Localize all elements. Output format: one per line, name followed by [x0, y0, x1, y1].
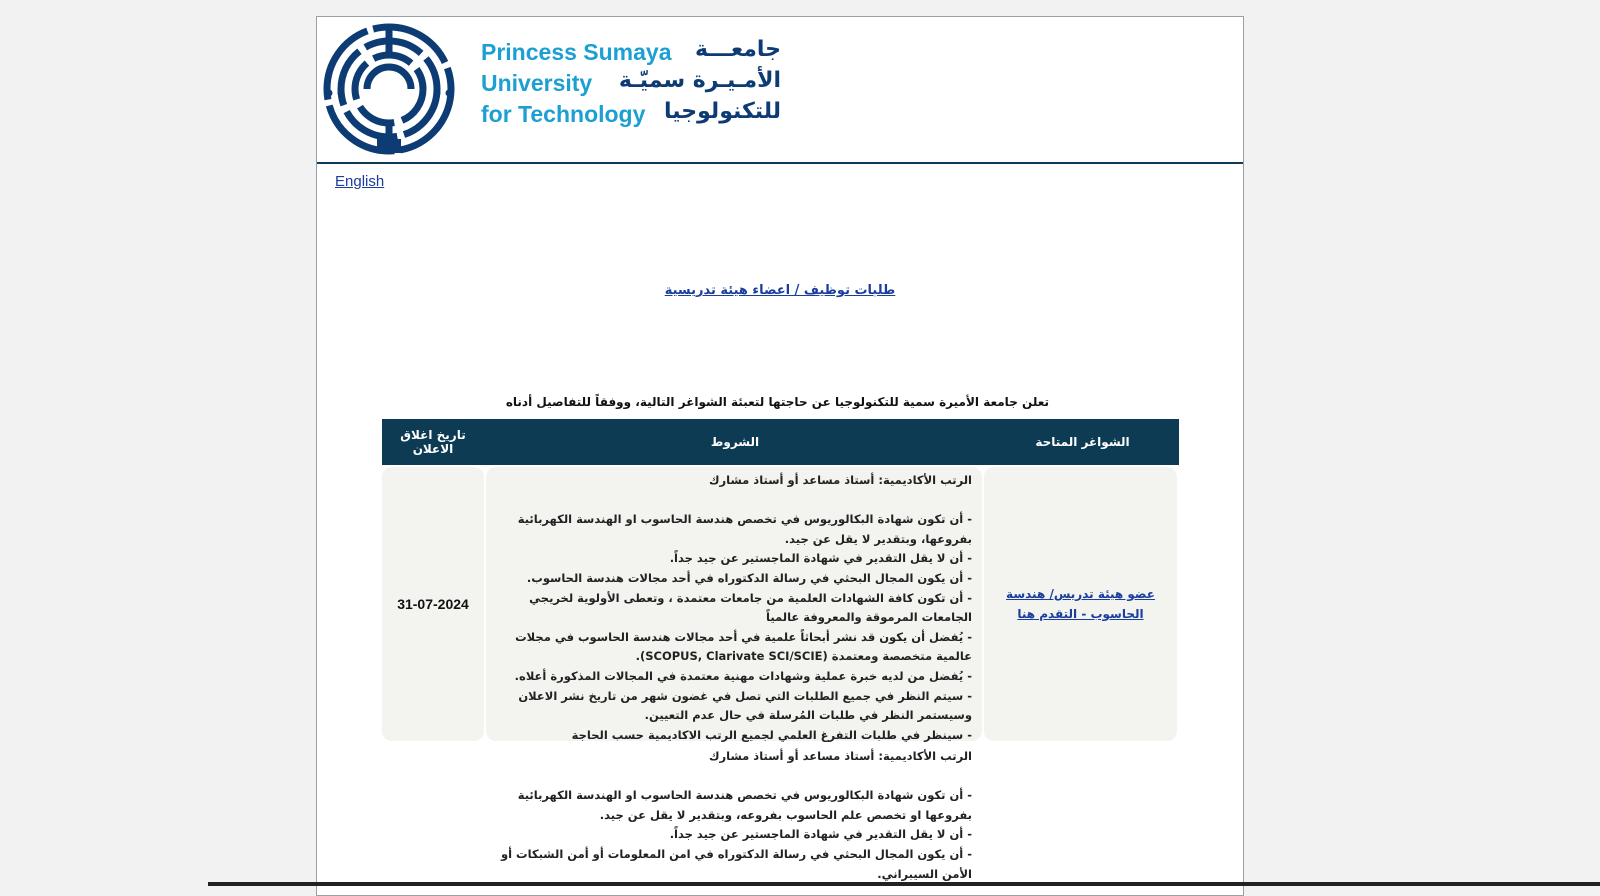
condition-item: - أن لا يقل التقدير في شهادة الماجستير عن جيد جداً. — [669, 551, 972, 566]
logo-en-line-1: Princess Sumaya — [481, 39, 672, 65]
closing-date: 31-07-2024 — [397, 596, 469, 612]
rank-text: الرتب الأكاديمية: أستاذ مساعد أو أستاذ مشارك — [709, 749, 972, 763]
condition-item: - أن يكون المجال البحثي في رسالة الدكتوراه في امن المعلومات أو أمن الشبكات أو الأمن السيبراني. — [500, 846, 972, 881]
faculty-jobs-link[interactable]: طلبات توظيف / اعضاء هيئة تدريسية — [664, 283, 896, 298]
intro-text: تعلن جامعة الأميرة سمية للتكنولوجيا عن حاجتها لتعبئة الشواغر التالية، ووفقاً للتفاصيل أدناه — [505, 395, 1049, 409]
condition-item: - سينظر في طلبات التفرغ العلمي لجميع الرتب الاكاديمية حسب الحاجة — [571, 727, 972, 742]
rank-text: الرتب الأكاديمية: أستاذ مساعد أو أستاذ مشارك — [709, 473, 972, 487]
header-conditions: الشروط — [710, 435, 760, 449]
condition-item: - أن تكون كافة الشهادات العلمية من جامعات معتمدة ، وتعطى الأولوية لخريجي الجامعات المرموقة والمعروفة عالمياً — [529, 590, 972, 625]
condition-item: - سيتم النظر في جميع الطلبات التي تصل في غضون شهر من تاريخ نشر الاعلان وسيستمر النظر في طلبات المُرسلة في حال عدم التعيين. — [518, 688, 972, 723]
condition-item: - أن تكون شهادة البكالوريوس في تخصص هندسة الحاسوب او الهندسة الكهربائية بفروعها او تخصص علم الحاسوب بفروعه، وبتقدير لا يقل عن جيد. — [517, 788, 972, 822]
apply-computer-engineering-link[interactable]: عضو هيئة تدريس/ هندسة الحاسوب - التقدم هنا — [1006, 587, 1155, 621]
logo-en-line-2: University — [481, 70, 593, 96]
condition-item: - أن يكون المجال البحثي في رسالة الدكتوراه في أحد مجالات هندسة الحاسوب. — [526, 570, 972, 585]
condition-item: - يُفضل أن يكون قد نشر أبحاثاً علمية في أحد مجالات هندسة الحاسوب في مجلات عالمية متخصصة ومعتمدة (SCOPUS, Clarivate SCI/SCIE). — [515, 629, 972, 664]
job-cell — [984, 743, 1177, 893]
conditions-cell — [486, 467, 982, 741]
section-title — [317, 279, 1243, 298]
closing-date-cell — [382, 467, 484, 741]
jobs-table — [382, 419, 1179, 893]
conditions-cell — [486, 743, 982, 893]
site-header — [317, 17, 1243, 164]
table-row — [382, 467, 1179, 741]
condition-item: - أن لا يقل التقدير في شهادة الماجستير عن جيد جداً. — [669, 827, 972, 842]
logo-en-line-3: for Technology — [481, 101, 646, 127]
header-jobs: الشواغر المتاحة — [1035, 435, 1130, 449]
logo-ar-line-3: للتكنولوجيا — [664, 99, 781, 124]
closing-date-cell — [382, 743, 484, 893]
table-header — [382, 419, 1179, 465]
taskbar-edge — [208, 882, 1600, 886]
table-row — [382, 743, 1179, 893]
job-cell — [984, 467, 1177, 741]
logo-ar-line-1: جامعـــة — [694, 37, 781, 62]
header-closing-date: تاريخ اغلاق الاعلان — [400, 428, 466, 456]
condition-item: - أن تكون شهادة البكالوريوس في تخصص هندسة الحاسوب او الهندسة الكهربائية بفروعها، وبتقدير لا يقل عن جيد. — [517, 512, 972, 546]
english-language-link[interactable]: English — [335, 173, 385, 190]
logo-wordmark — [481, 33, 781, 153]
page-container — [316, 16, 1244, 896]
logo-ar-line-2: الأمـيـرة سميّـة — [618, 68, 781, 93]
condition-item: - يُفضل من لديه خبرة عملية وشهادات مهنية معتمدة في المجالات المذكورة أعلاه. — [514, 668, 972, 683]
university-logo-icon — [319, 19, 459, 159]
